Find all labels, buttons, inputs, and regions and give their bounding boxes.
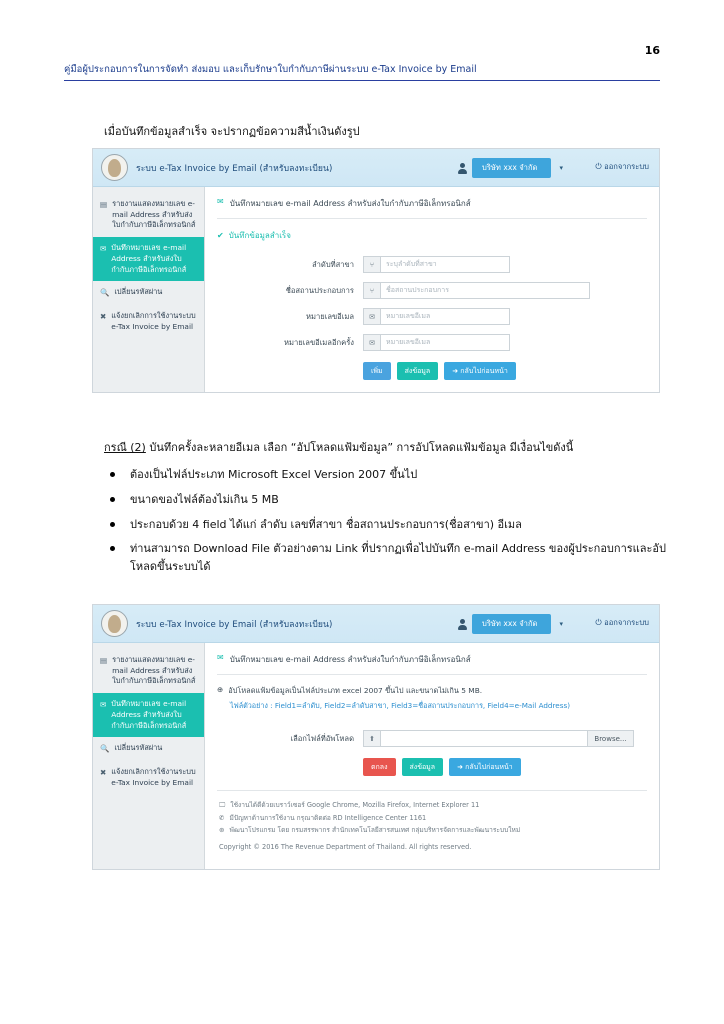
user-icon: [458, 619, 467, 630]
file-picker[interactable]: [380, 730, 634, 747]
main-content: [205, 643, 659, 869]
sidebar-item-change-password[interactable]: [93, 281, 204, 305]
sample-file-link[interactable]: [230, 701, 647, 712]
form-row-company-name: [217, 282, 647, 299]
copyright-label: Copyright © 2016 The Revenue Department of Thailand. All rights reserved.: [219, 842, 472, 851]
sidebar-item-label: เปลี่ยนรหัสผ่าน: [114, 287, 163, 297]
app-brand-title: ระบบ e-Tax Invoice by Email (สำหรับลงทะเบียน): [136, 163, 333, 174]
field-label: หมายเลขอีเมลอีกครั้ง: [283, 337, 354, 347]
info-icon: ⊕: [217, 685, 224, 694]
success-message-label: บันทึกข้อมูลสำเร็จ: [228, 231, 291, 240]
file-path-input[interactable]: [380, 730, 588, 747]
upload-notice-label: อัปโหลดแฟ้มข้อมูลเป็นไฟล์ประเภท excel 2007 ขึ้นไป และขนาดไม่เกิน 5 MB.: [228, 686, 483, 695]
case-two-title-underlined: กรณี (2): [104, 441, 146, 454]
footer-note-developer: [219, 824, 647, 837]
sidebar-item-cancel-service[interactable]: [93, 305, 204, 338]
form-row-email-confirm: [217, 334, 647, 351]
monitor-icon: 🖵: [219, 801, 226, 809]
sidebar-item-report[interactable]: [93, 193, 204, 237]
envelope-icon: ✉: [100, 700, 107, 710]
sidebar-item-label: รายงานแสดงหมายเลข e-mail Address สำหรับส่งใบกำกับภาษีอิเล็กทรอนิกส์: [112, 655, 196, 686]
envelope-icon: ✉: [363, 308, 380, 325]
list-item: ท่านสามารถ Download File ตัวอย่างตาม Link ที่ปรากฏเพื่อไปบันทึก e-mail Address ของผู้ประกอบการและอัปโหลดขึ้นระบบได้: [104, 540, 666, 576]
user-name-label: บริษัท xxx จำกัด: [472, 614, 551, 634]
close-icon: ✖: [100, 768, 107, 778]
phone-icon: ✆: [219, 813, 225, 822]
page-number: 16: [644, 44, 660, 57]
logout-button[interactable]: [595, 161, 649, 173]
case-two-block: [104, 438, 666, 583]
user-name-label: บริษัท xxx จำกัด: [472, 158, 551, 178]
content-title: [217, 197, 647, 219]
footer-note-contact: [219, 812, 647, 825]
envelope-icon: ✉: [100, 244, 107, 254]
field-label: ชื่อสถานประกอบการ: [285, 285, 354, 295]
list-icon: ▤: [100, 200, 108, 209]
add-button[interactable]: เพิ่ม: [363, 362, 391, 380]
close-icon: ✖: [100, 312, 107, 322]
sidebar-item-register-email[interactable]: [93, 237, 204, 281]
form-row-branch-number: [217, 256, 647, 273]
envelope-icon: ✉: [217, 197, 224, 206]
field-label: หมายเลขอีเมล: [306, 311, 354, 321]
document-running-header: คู่มือผู้ประกอบการในการจัดทำ ส่งมอบ และเก็บรักษาใบกำกับภาษีผ่านระบบ e-Tax Invoice by Email: [64, 62, 660, 81]
company-name-input[interactable]: ชื่อสถานประกอบการ: [380, 282, 590, 299]
email-input-group[interactable]: [363, 308, 510, 325]
chevron-down-icon[interactable]: ▾: [559, 164, 563, 172]
app-body: [93, 643, 659, 869]
search-icon: 🔍: [100, 288, 110, 298]
list-item: ขนาดของไฟล์ต้องไม่เกิน 5 MB: [104, 491, 666, 509]
user-menu[interactable]: [458, 614, 563, 634]
sample-file-link-label: ไฟล์ตัวอย่าง : Field1=ลำดับ, Field2=ลำดับสาขา, Field3=ชื่อสถานประกอบการ, Field4=e-Mail Address): [230, 701, 571, 710]
app-header-bar: [93, 605, 659, 643]
browse-button[interactable]: Browse...: [588, 730, 634, 747]
email-input[interactable]: หมายเลขอีเมล: [380, 308, 510, 325]
form-row-upload-file: [217, 730, 647, 747]
field-label: เลือกไฟล์ที่อัพโหลด: [290, 733, 354, 743]
garuda-emblem-icon: [101, 154, 128, 181]
sidebar-item-label: แจ้งยกเลิกการใช้งานระบบ e-Tax Invoice by Email: [111, 767, 196, 788]
user-icon: [458, 163, 467, 174]
confirm-button[interactable]: ตกลง: [363, 758, 396, 776]
sidebar-item-label: แจ้งยกเลิกการใช้งานระบบ e-Tax Invoice by Email: [111, 311, 196, 332]
upload-notice: [217, 685, 647, 697]
branch-icon: ⑂: [363, 282, 380, 299]
sidebar-item-cancel-service[interactable]: [93, 761, 204, 794]
sidebar-item-register-email[interactable]: [93, 693, 204, 737]
logout-label: ออกจากระบบ: [604, 162, 649, 171]
power-icon: ⏻: [595, 162, 602, 171]
content-title-label: บันทึกหมายเลข e-mail Address สำหรับส่งใบกำกับภาษีอิเล็กทรอนิกส์: [229, 655, 471, 664]
screenshot-upload-file: [92, 604, 660, 870]
case-two-title-rest: บันทึกครั้งละหลายอีเมล เลือก “อัปโหลดแฟ้มข้อมูล” การอัปโหลดแฟ้มข้อมูล มีเงื่อนไขดังนี้: [145, 441, 574, 454]
envelope-icon: ✉: [363, 334, 380, 351]
screenshot-save-success: [92, 148, 660, 393]
footer-note-label: ใช้งานได้ดีด้วยเบราว์เซอร์ Google Chrome, Mozilla Firefox, Internet Explorer 11: [230, 801, 480, 809]
upload-icon: ⬆: [363, 730, 380, 747]
app-brand-title: ระบบ e-Tax Invoice by Email (สำหรับลงทะเบียน): [136, 619, 333, 630]
sidebar-item-label: รายงานแสดงหมายเลข e-mail Address สำหรับส่งใบกำกับภาษีอิเล็กทรอนิกส์: [112, 199, 196, 230]
sidebar-item-label: เปลี่ยนรหัสผ่าน: [114, 743, 163, 753]
field-label: ลำดับที่สาขา: [311, 259, 354, 269]
logout-button[interactable]: [595, 617, 649, 629]
branch-number-input-group[interactable]: [363, 256, 510, 273]
success-message: [217, 229, 647, 242]
form-actions: [217, 758, 647, 776]
back-button[interactable]: ➜ กลับไปก่อนหน้า: [444, 362, 516, 380]
content-title-label: บันทึกหมายเลข e-mail Address สำหรับส่งใบกำกับภาษีอิเล็กทรอนิกส์: [229, 199, 471, 208]
sidebar-item-change-password[interactable]: [93, 737, 204, 761]
sidebar: [93, 187, 205, 392]
case-two-bullets: [104, 466, 666, 576]
upload-input-group[interactable]: [363, 730, 634, 747]
form-row-email: [217, 308, 647, 325]
email-confirm-input-group[interactable]: [363, 334, 510, 351]
footer-notes: [217, 790, 647, 857]
sidebar: [93, 643, 205, 869]
intro-paragraph: เมื่อบันทึกข้อมูลสำเร็จ จะปรากฏข้อความสีน้ำเงินดังรูป: [104, 125, 360, 138]
app-body: [93, 187, 659, 392]
check-icon: ✔: [217, 231, 224, 240]
content-title: [217, 653, 647, 675]
app-header-bar: [93, 149, 659, 187]
list-item: ต้องเป็นไฟล์ประเภท Microsoft Excel Version 2007 ขึ้นไป: [104, 466, 666, 484]
envelope-icon: ✉: [217, 653, 224, 662]
power-icon: ⏻: [595, 618, 602, 627]
submit-button[interactable]: ส่งข้อมูล: [397, 362, 439, 380]
sidebar-item-label: บันทึกหมายเลข e-mail Address สำหรับส่งใบกำกับภาษีอิเล็กทรอนิกส์: [111, 699, 187, 730]
list-item: ประกอบด้วย 4 field ได้แก่ ลำดับ เลขที่สาขา ชื่อสถานประกอบการ(ชื่อสาขา) อีเมล: [104, 516, 666, 534]
branch-number-input[interactable]: ระบุลำดับที่สาขา: [380, 256, 510, 273]
garuda-emblem-icon: [101, 610, 128, 637]
footer-note-label: มีปัญหาด้านการใช้งาน กรุณาติดต่อ RD Intelligence Center 1161: [229, 813, 427, 822]
footer-note-browser: [219, 799, 647, 812]
footer-note-label: พัฒนาโปรแกรม โดย กรมสรรพากร สำนักเทคโนโลยีสารสนเทศ กลุ่มบริหารจัดการและพัฒนาระบบใหม่: [229, 826, 521, 835]
company-name-input-group[interactable]: [363, 282, 590, 299]
chevron-down-icon[interactable]: ▾: [559, 620, 563, 628]
branch-icon: ⑂: [363, 256, 380, 273]
email-confirm-input[interactable]: หมายเลขอีเมล: [380, 334, 510, 351]
search-icon: 🔍: [100, 744, 110, 754]
main-content: [205, 187, 659, 392]
form-actions: [217, 362, 647, 380]
case-two-title: [104, 438, 666, 456]
submit-button[interactable]: ส่งข้อมูล: [402, 758, 444, 776]
logout-label: ออกจากระบบ: [604, 618, 649, 627]
gear-icon: ⊛: [219, 826, 225, 835]
sidebar-item-label: บันทึกหมายเลข e-mail Address สำหรับส่งใบกำกับภาษีอิเล็กทรอนิกส์: [111, 243, 187, 274]
sidebar-item-report[interactable]: [93, 649, 204, 693]
list-icon: ▤: [100, 656, 108, 665]
user-menu[interactable]: [458, 158, 563, 178]
back-button[interactable]: ➜ กลับไปก่อนหน้า: [449, 758, 521, 776]
